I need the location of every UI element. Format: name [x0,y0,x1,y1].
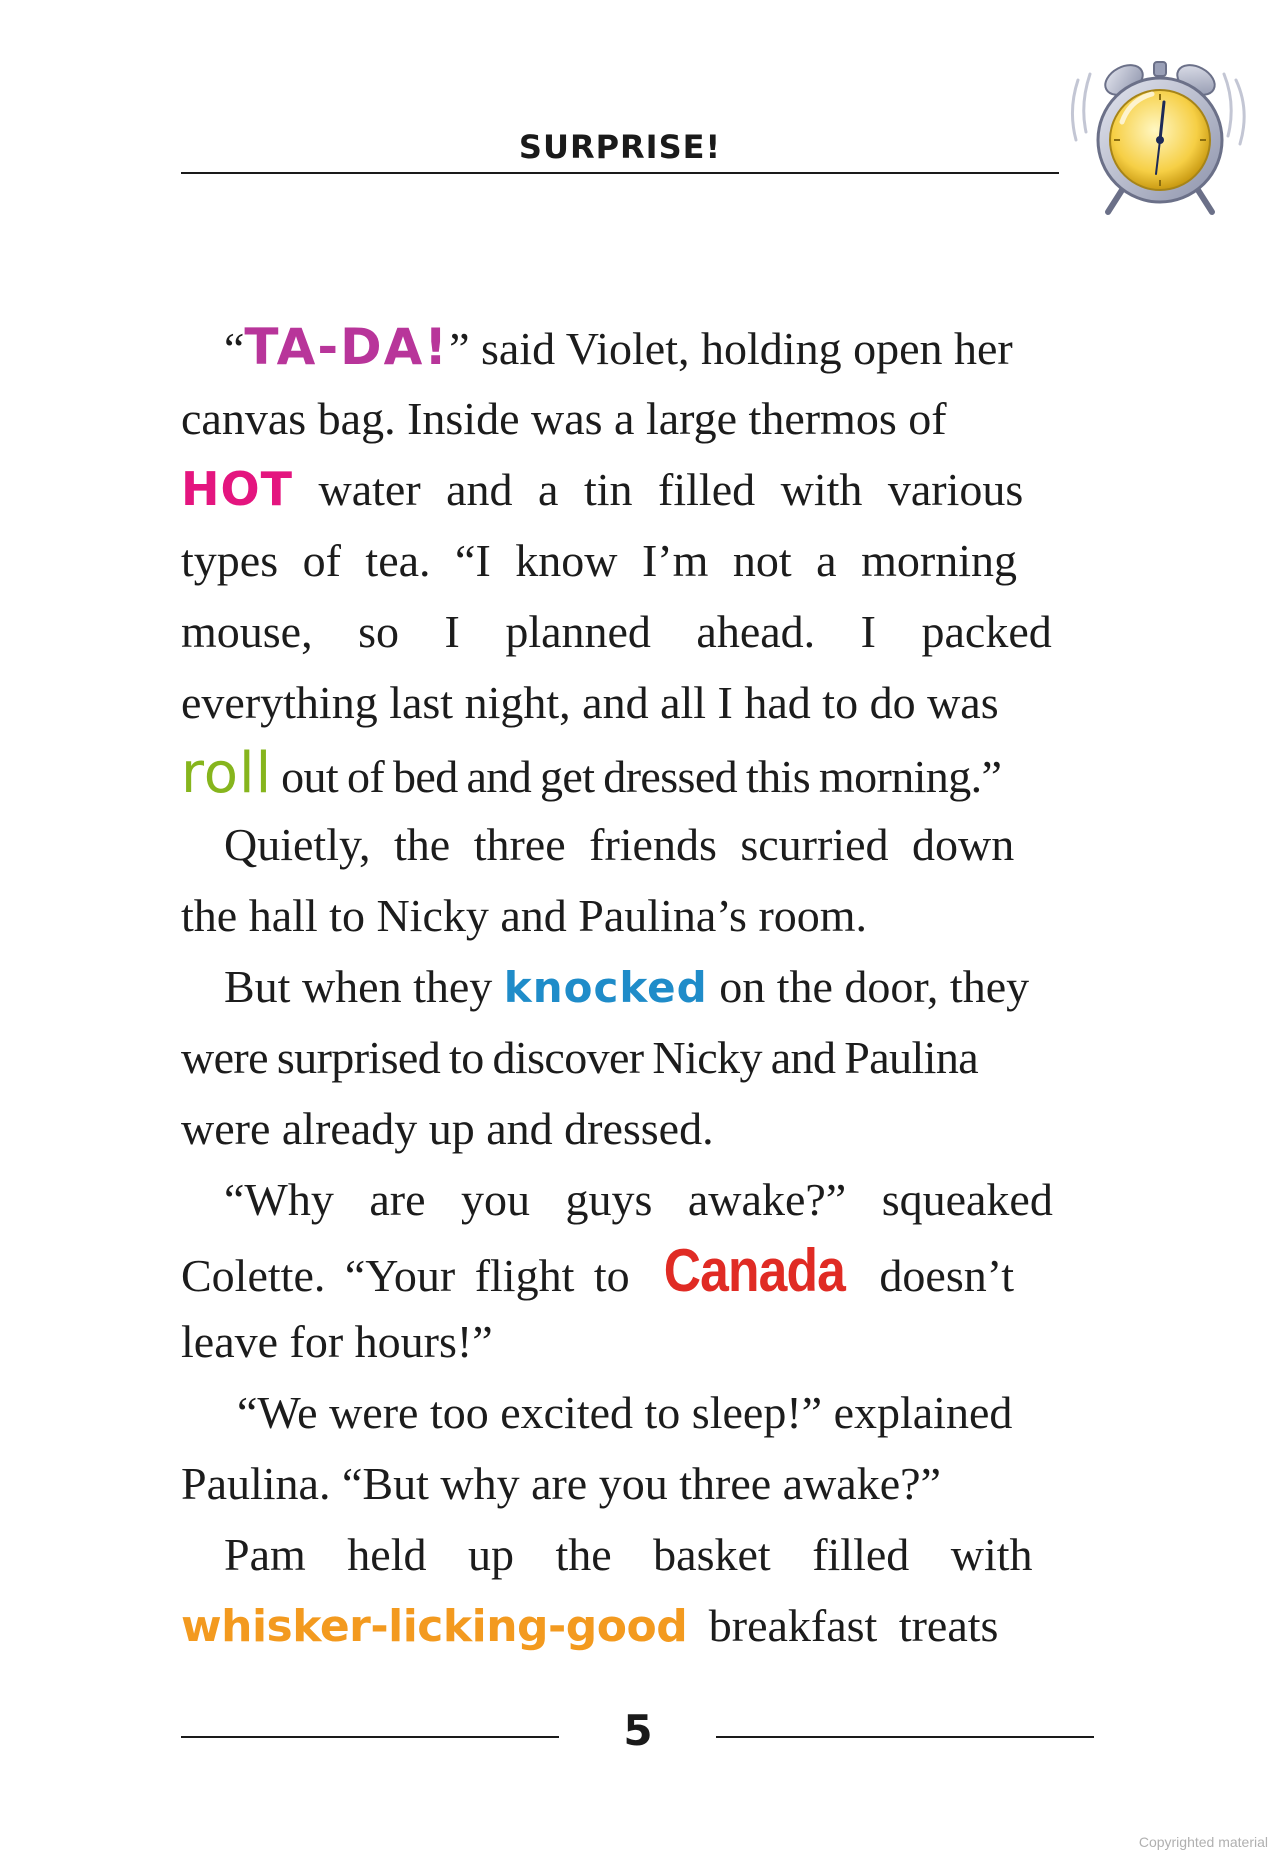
text-line: HOT water and a tin filled with various [181,462,1024,516]
text-line: were already up and dressed. [181,1103,714,1154]
text-line: Quietly, the three friends scurried down [224,819,1015,870]
styled-word-whisker-licking-good: whisker-licking-good [181,1601,688,1652]
copyright-notice: Copyrighted material [1138,1834,1268,1850]
text-line: Colette. “Your flight to Canada doesn’t [181,1237,1014,1304]
text-line: roll out of bed and get dressed this morning.” [181,741,1002,806]
text-line: types of tea. “I know I’m not a morning [181,535,1017,586]
text-line: mouse, so I planned ahead. I packed [181,606,1052,657]
text-line: were surprised to discover Nicky and Paulina [181,1032,979,1083]
text-line: “We were too excited to sleep!” explained [237,1387,1013,1438]
text-line: “Why are you guys awake?” squeaked [224,1174,1053,1225]
page-number: 5 [623,1706,653,1755]
text-line: leave for hours!” [181,1316,493,1367]
story-text [181,312,1095,1661]
text-line: whisker-licking-good breakfast treats [181,1600,999,1652]
styled-word-tada: TA-DA! [244,318,450,376]
styled-word-hot: HOT [181,462,293,516]
styled-word-canada: Canada [663,1237,846,1304]
chapter-title: SURPRISE! [518,128,722,166]
styled-word-roll: roll [181,741,273,806]
footer-rule-left [181,1736,559,1738]
text-line [181,312,1095,383]
text-line: Paulina. “But why are you three awake?” [181,1458,941,1509]
header-rule [181,172,1059,174]
text-line: everything last night, and all I had to do was [181,677,999,728]
footer-rule-right [716,1736,1094,1738]
text-line: Pam held up the basket filled with [224,1529,1033,1580]
alarm-clock-icon [1060,40,1260,220]
text-line: the hall to Nicky and Paulina’s room. [181,890,868,941]
styled-word-knocked: knocked [503,963,708,1012]
text-line: canvas bag. Inside was a large thermos of [181,393,947,444]
text-segment: “TA-DA!” said Violet, holding open her [224,318,1013,376]
text-line: But when they knocked on the door, they [224,961,1030,1012]
